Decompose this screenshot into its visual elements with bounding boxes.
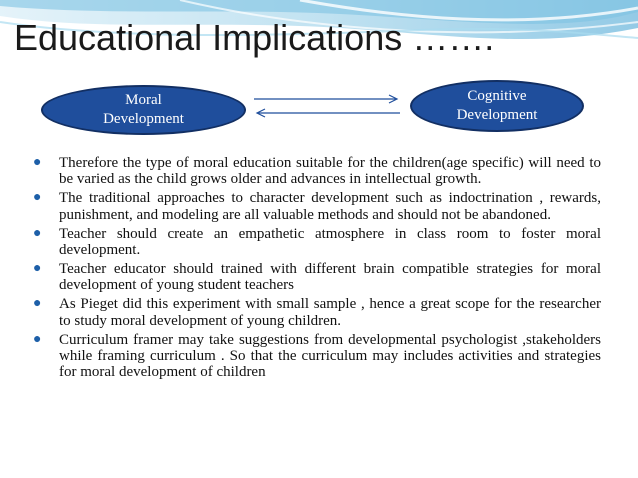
bullet-text: Therefore the type of moral education suitable for the children(age specific) will need to be varied as the child grows older and advances in intellectual growth. (59, 155, 601, 188)
bullet-item (33, 155, 601, 188)
bidirectional-arrows (250, 92, 405, 120)
bullet-item (33, 226, 601, 259)
moral-development-label-line1: Moral (125, 92, 162, 108)
circle-bullet-icon: ● (33, 331, 42, 347)
cognitive-development-label-line1: Cognitive (467, 88, 527, 104)
bullet-item (33, 296, 601, 329)
bullet-text: The traditional approaches to character development such as indoctrination , rewards, punishment, and modeling are all valuable methods and should not be abandoned. (59, 190, 601, 223)
bullet-text: Curriculum framer may take suggestions from developmental psychologist ,stakeholders while framing curriculum . So that the curriculum may includes activities and strategies for moral development of children (59, 331, 601, 381)
slide-title: Educational Implications ……. (14, 17, 495, 58)
cognitive-development-label-line2: Development (456, 107, 538, 123)
bullet-item (33, 332, 601, 381)
cognitive-development-ellipse (410, 80, 584, 132)
circle-bullet-icon: ● (33, 155, 42, 170)
arrow-left-icon (257, 109, 400, 117)
moral-development-ellipse (41, 85, 246, 135)
moral-development-label-line2: Development (103, 111, 184, 127)
bullet-text: Teacher educator should trained with different brain compatible strategies for moral development of young student teachers (59, 260, 601, 294)
bullet-item (33, 190, 601, 223)
circle-bullet-icon: ● (33, 225, 42, 241)
circle-bullet-icon: ● (33, 190, 42, 206)
bullet-text: As Pieget did this experiment with small sample , hence a great scope for the researcher to study moral development of young children. (59, 296, 601, 329)
arrow-right-icon (254, 95, 397, 103)
bullet-text: Teacher should create an empathetic atmosphere in class room to foster moral development. (59, 225, 601, 259)
bullet-list (33, 155, 601, 383)
circle-bullet-icon: ● (33, 260, 42, 276)
circle-bullet-icon: ● (33, 296, 42, 312)
bullet-item (33, 261, 601, 294)
